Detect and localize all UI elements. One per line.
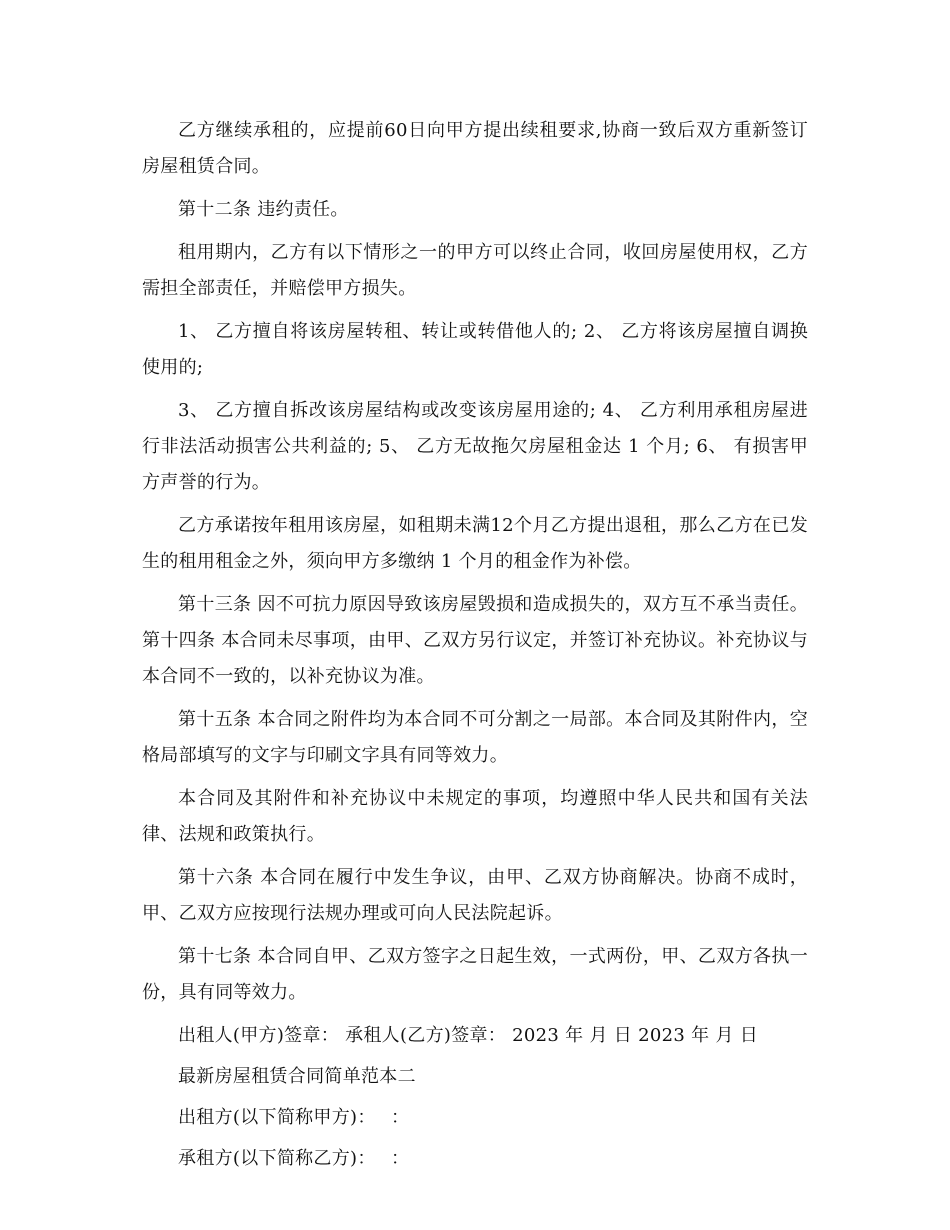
signature-line: 出租人(甲方)签章： 承租人(乙方)签章： 2023 年 月 日 2023 年 月 日: [178, 1025, 759, 1046]
lessee-field: 承租方(以下简称乙方)： ：: [178, 1148, 410, 1169]
paragraph-article-13-14: 第十三条 因不可抗力原因导致该房屋毁损和造成损失的，双方互不承当责任。 第十四条 本合同未尽事项，由甲、乙双方另行议定，并签订补充协议。补充协议与本合同不一致的，以补充协议为准。: [142, 594, 808, 687]
paragraph-termination: 租用期内，乙方有以下情形之一的甲方可以终止合同，收回房屋使用权，乙方需担全部责任，并赔偿甲方损失。: [142, 242, 808, 299]
document-body: [142, 113, 808, 1182]
paragraph-article-17: 第十七条 本合同自甲、乙双方签字之日起生效，一式两份，甲、乙双方各执一份，具有同等效力。: [142, 946, 808, 1003]
paragraph-article-15: 第十五条 本合同之附件均为本合同不可分割之一局部。本合同及其附件内，空格局部填写的文字与印刷文字具有同等效力。: [142, 709, 808, 766]
paragraph-renewal: 乙方继续承租的，应提前60日向甲方提出续租要求,协商一致后双方重新签订房屋租赁合同。: [142, 120, 808, 177]
heading-article-12: 第十二条 违约责任。: [178, 199, 349, 220]
paragraph-breach-items-1-2: 1、 乙方擅自将该房屋转租、转让或转借他人的; 2、 乙方将该房屋擅自调换使用的;: [142, 321, 808, 378]
paragraph-breach-items-3-6: 3、 乙方擅自拆改该房屋结构或改变该房屋用途的; 4、 乙方利用承租房屋进行非法活动损害公共利益的; 5、 乙方无故拖欠房屋租金达 1 个月; 6、 有损害甲方声誉的行为。: [142, 400, 808, 493]
lessor-field: 出租方(以下简称甲方)： ：: [178, 1107, 410, 1128]
paragraph-early-termination: 乙方承诺按年租用该房屋，如租期未满12个月乙方提出退租，那么乙方在已发生的租用租金之外，须向甲方多缴纳 1 个月的租金作为补偿。: [142, 515, 808, 572]
paragraph-legal-basis: 本合同及其附件和补充协议中未规定的事项，均遵照中华人民共和国有关法律、法规和政策执行。: [142, 788, 808, 845]
paragraph-article-16: 第十六条 本合同在履行中发生争议，由甲、乙双方协商解决。协商不成时，甲、乙双方应按现行法规办理或可向人民法院起诉。: [142, 867, 808, 924]
section-title-template-2: 最新房屋租赁合同简单范本二: [178, 1066, 416, 1087]
